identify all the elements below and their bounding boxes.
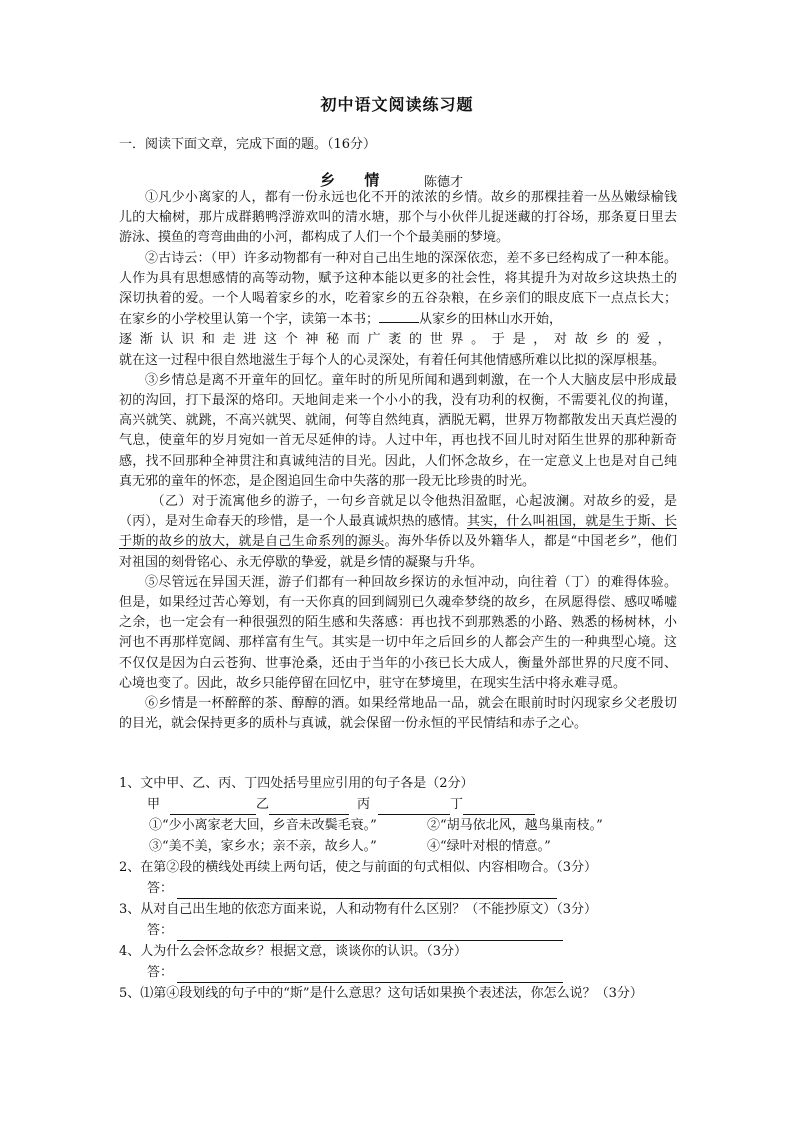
answer-blank-jia[interactable] — [170, 800, 256, 815]
question-2: 2、在第②段的横线处再续上两句话，使之与前面的句式相似、内容相吻合。（3分） — [119, 860, 598, 875]
answer-blank-bing[interactable] — [378, 800, 450, 815]
answer-line-4[interactable] — [177, 968, 563, 983]
blank-line[interactable] — [379, 309, 419, 323]
section-heading: 一．阅读下面文章，完成下面的题。（16分） — [119, 137, 377, 152]
question-1-blanks — [119, 794, 679, 815]
answer-blank-ding[interactable] — [463, 800, 535, 815]
paragraph-5: ⑤尽管远在异国天涯，游子们都有一种回故乡探访的永恒冲动，向往着（丁）的难得体验。但是，如果经过苦心筹划，有一天你真的回到阔别已久魂牵梦绕的故乡，在夙愿得偿、感叹唏嘘之余，也一定会有一种很强烈的陌生感和失落感：再也找不到那熟悉的小路、熟悉的杨树林，小河也不再那样宽阔、那样富有生气。其实是一切中年之后回乡的人都会产生的一种典型心境。这不仅仅是因为白云苍狗、世事沧桑，还由于当年的小孩已长大成人，衡量外部世界的尺度不同、心境也变了。因此，故乡只能停留在回忆中，驻守在梦境里，在现实生活中将永难寻觅。 — [119, 574, 677, 691]
answer-label: 答： — [147, 923, 174, 938]
question-5: 5、⑴第④段划线的句子中的“斯”是什么意思？这句话如果换个表述法，你怎么说？（3分） — [119, 986, 643, 1001]
paragraph-4-text-b: 。海外华侨以及外籍华人，都是“中国老乡”，他们对祖国的刻骨铭心、永无停歇的挚爱，就是乡情的凝聚与升华。 — [119, 534, 677, 570]
paragraph-2 — [119, 249, 677, 331]
answer-label: 答： — [147, 881, 174, 896]
paragraph-1: ①凡少小离家的人，都有一份永远也化不开的浓浓的乡情。故乡的那棵挂着一丛丛嫩绿榆钱儿的大榆树，那片成群鹅鸭浮游欢叫的清水塘，那个与小伙伴儿捉迷藏的打谷场，那条夏日里去游泳、摸鱼的弯弯曲曲的小河，都构成了人们一个个最美丽的梦境。 — [119, 190, 677, 246]
question-4: 4、人为什么会怀念故乡？根据文意，谈谈你的认识。（3分） — [119, 944, 468, 959]
question-1: 1、文中甲、乙、丙、丁四处括号里应引用的句子各是（2分） — [119, 776, 474, 791]
question-3: 3、从对自己出生地的依恋方面来说，人和动物有什么区别？（不能抄原文）（3分） — [119, 902, 598, 917]
paragraph-4-text: （乙）对于流寓他乡的游子，一句乡音就足以令他热泪盈眶，心起波澜。对故乡的爱，是（丙），是对生命春天的珍惜，是一个人最真诚炽热的感情。 — [119, 494, 677, 530]
option-3: ③“美不美，家乡水；亲不亲，故乡人。” — [149, 839, 377, 854]
page-title: 初中语文阅读练习题 — [320, 95, 474, 114]
paragraph-2-text-b: 从家乡的田林山水开始， — [419, 312, 563, 328]
answer-line-3[interactable] — [177, 926, 563, 941]
blank-label-ding: 丁 — [450, 797, 464, 812]
answer-label: 答： — [147, 965, 174, 980]
questions-section — [119, 773, 679, 1004]
answer-row-4 — [119, 962, 679, 983]
question-1-options-row-2 — [119, 836, 679, 857]
underlined-sentence: 其实，什么叫祖国，就是生于斯、长于斯的故乡的放大，就是自己生命系列的源头 — [119, 514, 677, 550]
option-2: ②“胡马依北风，越鸟巢南枝。” — [427, 818, 603, 833]
blank-label-jia: 甲 — [147, 797, 161, 812]
answer-row-3 — [119, 920, 679, 941]
option-4: ④“绿叶对根的情意。” — [427, 839, 551, 854]
answer-blank-yi[interactable] — [269, 800, 349, 815]
article-body — [119, 188, 677, 734]
question-1-options-row-1 — [119, 815, 679, 836]
option-1: ①“少小离家老大回，乡音未改鬓毛衰。” — [149, 818, 377, 833]
answer-line-2[interactable] — [177, 884, 557, 899]
paragraph-2-text: ②古诗云：（甲）许多动物都有一种对自己出生地的深深依恋，差不多已经构成了一种本能。人作为具有思想感情的高等动物，赋予这种本能以更多的社会性，将其提升为对故乡这块热土的深切执着的爱。一个人喝着家乡的水，吃着家乡的五谷杂粮，在乡亲们的眼皮底下一点点长大；在家乡的小学校里认第一个字，读第一本书； — [119, 250, 677, 328]
blank-label-bing: 丙 — [357, 797, 371, 812]
blank-label-yi: 乙 — [256, 797, 270, 812]
paragraph-4 — [119, 492, 677, 573]
article-title: 乡 情 — [320, 171, 392, 189]
answer-row-2 — [119, 878, 679, 899]
paragraph-6: ⑥乡情是一杯醉醉的茶、醇醇的酒。如果经常地品一品，就会在眼前时时闪现家乡父老殷切的目光，就会保持更多的质朴与真诚，就会保留一份永恒的平民情结和赤子之心。 — [119, 696, 677, 732]
paragraph-3: ③乡情总是离不开童年的回忆。童年时的所见所闻和遇到刺激，在一个人大脑皮层中形成最初的沟回，打下最深的烙印。天地间走来一个小小的我，没有功利的权衡，不需要礼仪的拘谨，高兴就笑、就跳，不高兴就哭、就闹，何等自然纯真，洒脱无羁，世界万物都散发出天真烂漫的气息，使童年的岁月宛如一首无尽延伸的诗。人过中年，再也找不回儿时对陌生世界的那种新奇感，找不回那种全神贯注和真诚纯洁的目光。因此，人们怀念故乡，在一定意义上也是对自己纯真无邪的童年的怀恋，是企图追回生命中失落的那一段无比珍贵的时光。 — [119, 372, 677, 489]
article-author: 陈德才 — [424, 175, 464, 190]
paragraph-2-end: 就在这一过程中很自然地滋生于每个人的心灵深处，有着任何其他情感所难以比拟的深厚根基。 — [119, 352, 666, 368]
paragraph-2-spaced-line: 逐渐认识和走进这个神秘而广袤的世界。于是，对故乡的爱， — [119, 332, 677, 348]
